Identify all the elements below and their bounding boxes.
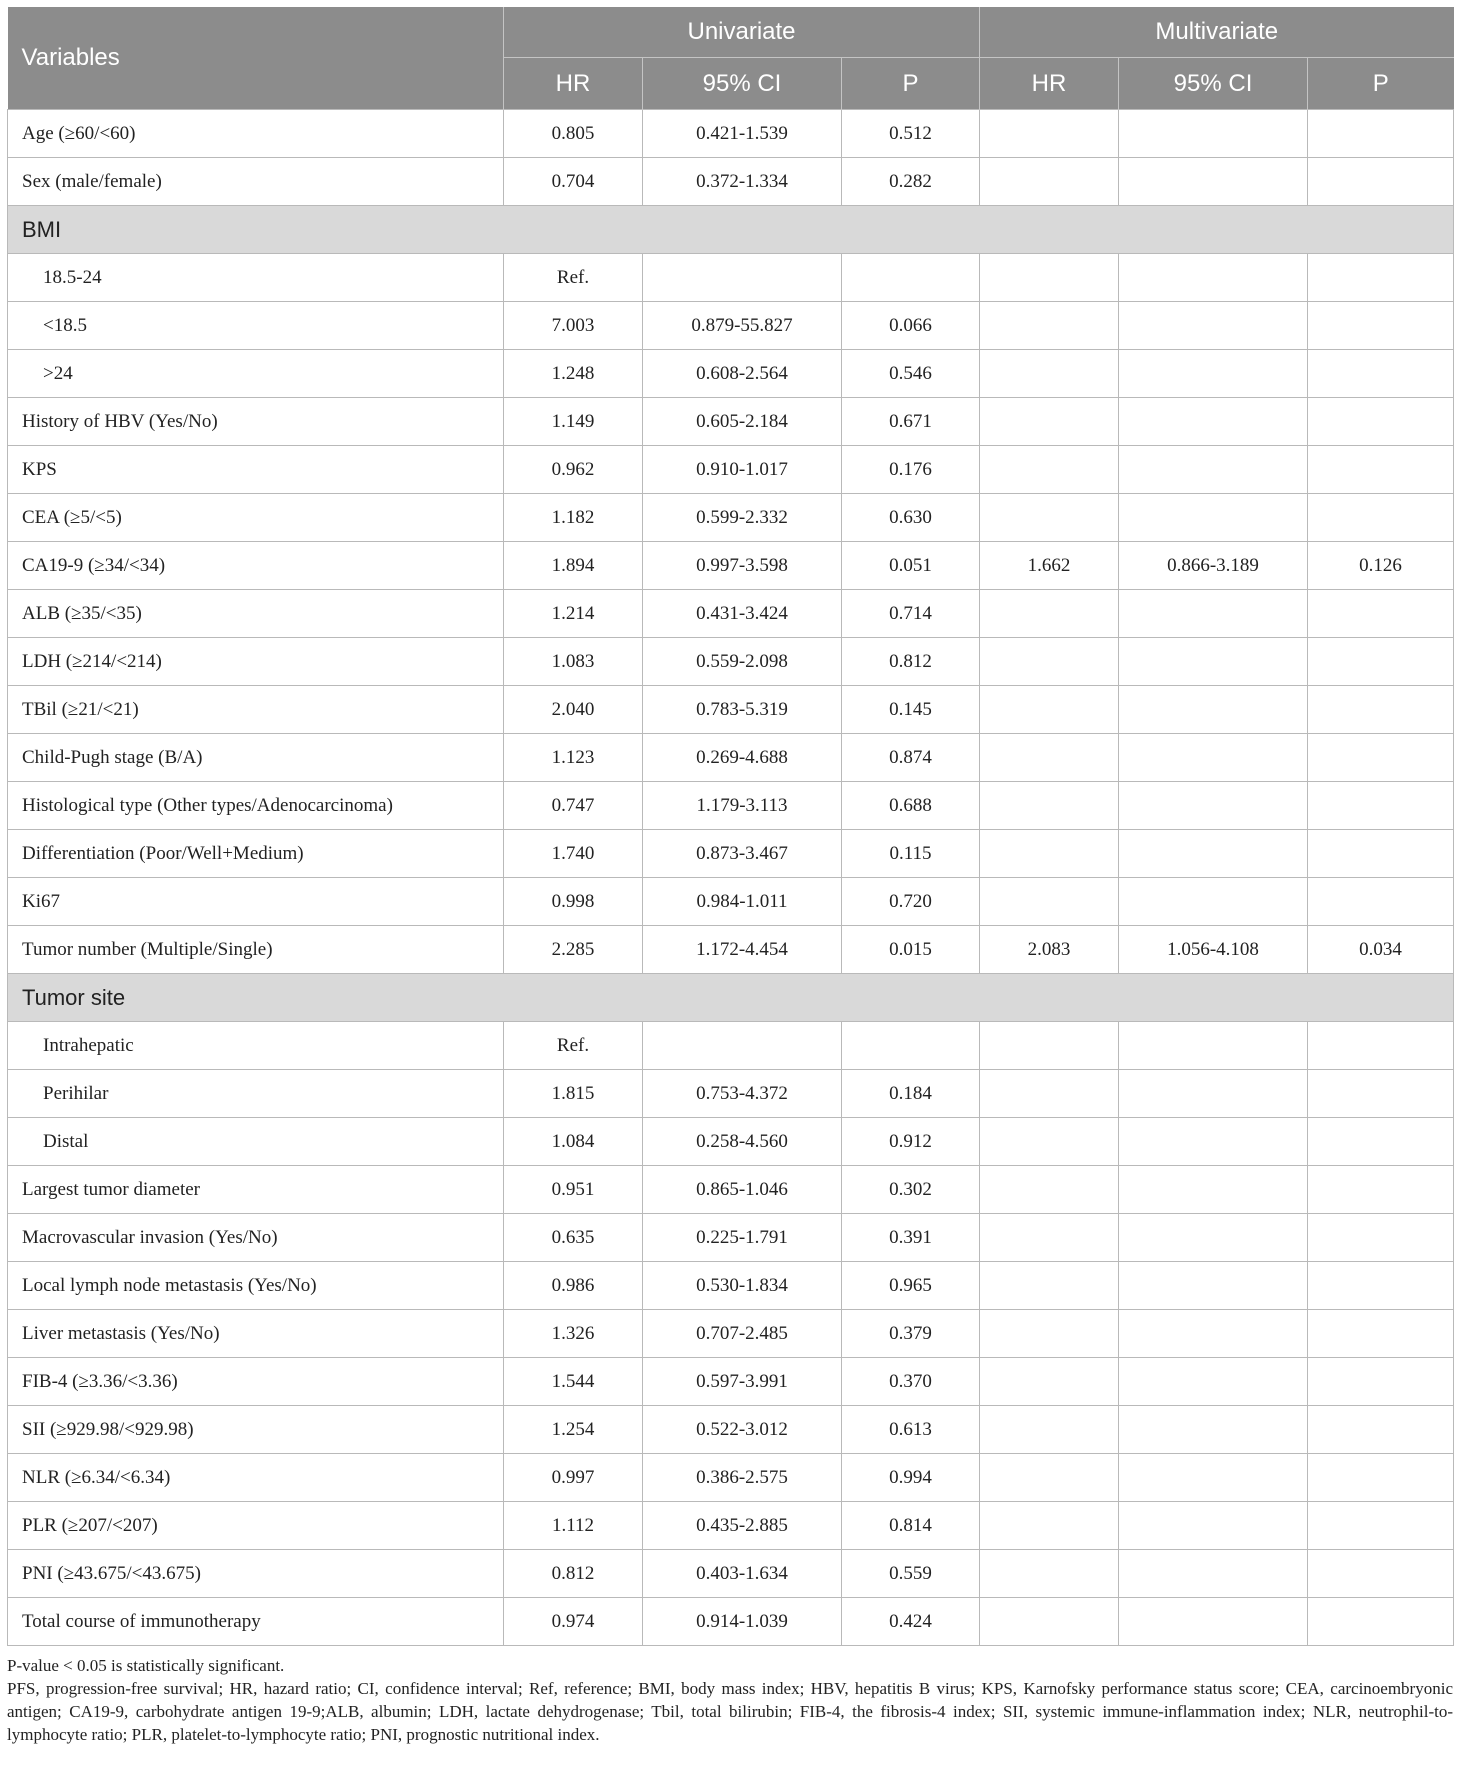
univariate-hr-cell: 1.815 xyxy=(504,1070,643,1118)
univariate-ci-cell: 0.997-3.598 xyxy=(643,542,842,590)
multivariate-ci-cell xyxy=(1119,734,1308,782)
multivariate-p-cell xyxy=(1308,350,1454,398)
multivariate-ci-cell xyxy=(1119,302,1308,350)
header-uni-p: P xyxy=(842,58,980,110)
multivariate-p-cell xyxy=(1308,1070,1454,1118)
multivariate-hr-cell xyxy=(980,254,1119,302)
univariate-p-cell: 0.051 xyxy=(842,542,980,590)
univariate-hr-cell: 2.285 xyxy=(504,926,643,974)
multivariate-ci-cell xyxy=(1119,446,1308,494)
univariate-p-cell: 0.282 xyxy=(842,158,980,206)
multivariate-hr-cell xyxy=(980,1550,1119,1598)
multivariate-p-cell xyxy=(1308,1022,1454,1070)
table-row xyxy=(8,158,1454,206)
univariate-p-cell: 0.546 xyxy=(842,350,980,398)
variable-label: Age (≥60/<60) xyxy=(8,110,504,158)
table-row xyxy=(8,878,1454,926)
multivariate-hr-cell xyxy=(980,158,1119,206)
multivariate-hr-cell xyxy=(980,110,1119,158)
table-row xyxy=(8,494,1454,542)
multivariate-hr-cell xyxy=(980,686,1119,734)
univariate-hr-cell: 1.544 xyxy=(504,1358,643,1406)
univariate-hr-cell: 1.083 xyxy=(504,638,643,686)
multivariate-hr-cell xyxy=(980,1022,1119,1070)
group-label: BMI xyxy=(8,206,1454,254)
multivariate-p-cell xyxy=(1308,878,1454,926)
univariate-ci-cell: 0.435-2.885 xyxy=(643,1502,842,1550)
univariate-ci-cell: 0.403-1.634 xyxy=(643,1550,842,1598)
univariate-hr-cell: 1.894 xyxy=(504,542,643,590)
multivariate-p-cell xyxy=(1308,638,1454,686)
multivariate-ci-cell xyxy=(1119,398,1308,446)
significance-note: P-value < 0.05 is statistically significant. xyxy=(7,1656,285,1675)
multivariate-p-cell xyxy=(1308,1166,1454,1214)
multivariate-ci-cell xyxy=(1119,494,1308,542)
univariate-ci-cell: 0.865-1.046 xyxy=(643,1166,842,1214)
univariate-p-cell: 0.512 xyxy=(842,110,980,158)
univariate-hr-cell: 1.214 xyxy=(504,590,643,638)
table-row xyxy=(8,1502,1454,1550)
univariate-ci-cell: 0.372-1.334 xyxy=(643,158,842,206)
multivariate-ci-cell: 1.056-4.108 xyxy=(1119,926,1308,974)
table-row xyxy=(8,1550,1454,1598)
multivariate-hr-cell xyxy=(980,494,1119,542)
variable-label: Total course of immunotherapy xyxy=(8,1598,504,1646)
multivariate-p-cell xyxy=(1308,590,1454,638)
variable-label: >24 xyxy=(8,350,504,398)
variable-label: Largest tumor diameter xyxy=(8,1166,504,1214)
univariate-p-cell: 0.630 xyxy=(842,494,980,542)
variable-label: Tumor number (Multiple/Single) xyxy=(8,926,504,974)
multivariate-p-cell xyxy=(1308,494,1454,542)
variable-label: History of HBV (Yes/No) xyxy=(8,398,504,446)
univariate-ci-cell xyxy=(643,254,842,302)
multivariate-hr-cell xyxy=(980,1454,1119,1502)
multivariate-p-cell xyxy=(1308,398,1454,446)
variable-label: NLR (≥6.34/<6.34) xyxy=(8,1454,504,1502)
univariate-p-cell: 0.874 xyxy=(842,734,980,782)
group-label: Tumor site xyxy=(8,974,1454,1022)
multivariate-ci-cell xyxy=(1119,1406,1308,1454)
univariate-ci-cell: 0.707-2.485 xyxy=(643,1310,842,1358)
univariate-ci-cell: 0.873-3.467 xyxy=(643,830,842,878)
table-row xyxy=(8,446,1454,494)
multivariate-ci-cell xyxy=(1119,1214,1308,1262)
univariate-p-cell: 0.066 xyxy=(842,302,980,350)
multivariate-p-cell xyxy=(1308,254,1454,302)
multivariate-hr-cell xyxy=(980,638,1119,686)
univariate-p-cell: 0.714 xyxy=(842,590,980,638)
univariate-hr-cell: 1.248 xyxy=(504,350,643,398)
univariate-ci-cell: 0.608-2.564 xyxy=(643,350,842,398)
multivariate-ci-cell xyxy=(1119,1262,1308,1310)
multivariate-p-cell xyxy=(1308,1358,1454,1406)
multivariate-ci-cell xyxy=(1119,254,1308,302)
multivariate-ci-cell xyxy=(1119,110,1308,158)
multivariate-ci-cell xyxy=(1119,1550,1308,1598)
univariate-hr-cell: 0.974 xyxy=(504,1598,643,1646)
multivariate-p-cell xyxy=(1308,446,1454,494)
multivariate-ci-cell xyxy=(1119,350,1308,398)
table-row xyxy=(8,1118,1454,1166)
variable-label: CA19-9 (≥34/<34) xyxy=(8,542,504,590)
univariate-ci-cell xyxy=(643,1022,842,1070)
univariate-p-cell xyxy=(842,1022,980,1070)
table-row xyxy=(8,350,1454,398)
table-row xyxy=(8,830,1454,878)
univariate-hr-cell: 1.740 xyxy=(504,830,643,878)
univariate-hr-cell: 1.326 xyxy=(504,1310,643,1358)
univariate-ci-cell: 0.431-3.424 xyxy=(643,590,842,638)
univariate-ci-cell: 0.597-3.991 xyxy=(643,1358,842,1406)
multivariate-hr-cell xyxy=(980,734,1119,782)
table-row xyxy=(8,1022,1454,1070)
univariate-hr-cell: 0.998 xyxy=(504,878,643,926)
multivariate-hr-cell xyxy=(980,1166,1119,1214)
multivariate-hr-cell xyxy=(980,590,1119,638)
multivariate-hr-cell xyxy=(980,1358,1119,1406)
univariate-ci-cell: 0.984-1.011 xyxy=(643,878,842,926)
univariate-hr-cell: 1.112 xyxy=(504,1502,643,1550)
univariate-p-cell: 0.145 xyxy=(842,686,980,734)
univariate-p-cell: 0.184 xyxy=(842,1070,980,1118)
univariate-hr-cell: 0.951 xyxy=(504,1166,643,1214)
variable-label: Local lymph node metastasis (Yes/No) xyxy=(8,1262,504,1310)
table-row xyxy=(8,1454,1454,1502)
univariate-p-cell: 0.671 xyxy=(842,398,980,446)
multivariate-p-cell xyxy=(1308,1454,1454,1502)
multivariate-ci-cell xyxy=(1119,1310,1308,1358)
multivariate-p-cell xyxy=(1308,686,1454,734)
header-multi-hr: HR xyxy=(980,58,1119,110)
table-row xyxy=(8,686,1454,734)
cox-regression-table-container xyxy=(7,7,1453,1746)
univariate-p-cell: 0.994 xyxy=(842,1454,980,1502)
univariate-ci-cell: 0.605-2.184 xyxy=(643,398,842,446)
variable-label: PLR (≥207/<207) xyxy=(8,1502,504,1550)
univariate-p-cell: 0.720 xyxy=(842,878,980,926)
multivariate-hr-cell xyxy=(980,1118,1119,1166)
multivariate-hr-cell xyxy=(980,1214,1119,1262)
multivariate-p-cell xyxy=(1308,1118,1454,1166)
univariate-p-cell: 0.688 xyxy=(842,782,980,830)
univariate-hr-cell: 2.040 xyxy=(504,686,643,734)
multivariate-hr-cell xyxy=(980,302,1119,350)
multivariate-hr-cell xyxy=(980,446,1119,494)
multivariate-hr-cell: 1.662 xyxy=(980,542,1119,590)
multivariate-hr-cell xyxy=(980,350,1119,398)
multivariate-ci-cell xyxy=(1119,1070,1308,1118)
univariate-ci-cell: 0.522-3.012 xyxy=(643,1406,842,1454)
table-row xyxy=(8,590,1454,638)
multivariate-ci-cell xyxy=(1119,686,1308,734)
variable-label: Child-Pugh stage (B/A) xyxy=(8,734,504,782)
table-row xyxy=(8,926,1454,974)
multivariate-hr-cell xyxy=(980,1262,1119,1310)
table-row xyxy=(8,1262,1454,1310)
multivariate-hr-cell xyxy=(980,782,1119,830)
multivariate-hr-cell xyxy=(980,1070,1119,1118)
multivariate-hr-cell xyxy=(980,1310,1119,1358)
multivariate-p-cell xyxy=(1308,110,1454,158)
variable-label: <18.5 xyxy=(8,302,504,350)
multivariate-ci-cell xyxy=(1119,158,1308,206)
univariate-p-cell xyxy=(842,254,980,302)
table-row xyxy=(8,302,1454,350)
table-row xyxy=(8,254,1454,302)
univariate-ci-cell: 0.530-1.834 xyxy=(643,1262,842,1310)
variable-label: Histological type (Other types/Adenocarcinoma) xyxy=(8,782,504,830)
header-uni-hr: HR xyxy=(504,58,643,110)
univariate-hr-cell: 0.812 xyxy=(504,1550,643,1598)
multivariate-ci-cell xyxy=(1119,830,1308,878)
table-row xyxy=(8,1070,1454,1118)
table-row xyxy=(8,1358,1454,1406)
multivariate-p-cell xyxy=(1308,1262,1454,1310)
multivariate-hr-cell xyxy=(980,1406,1119,1454)
univariate-hr-cell: 0.986 xyxy=(504,1262,643,1310)
multivariate-hr-cell xyxy=(980,398,1119,446)
multivariate-ci-cell xyxy=(1119,590,1308,638)
univariate-hr-cell: 0.997 xyxy=(504,1454,643,1502)
header-univariate: Univariate xyxy=(504,7,980,58)
univariate-hr-cell: 0.704 xyxy=(504,158,643,206)
variable-label: Differentiation (Poor/Well+Medium) xyxy=(8,830,504,878)
abbreviations-note: PFS, progression-free survival; HR, hazard ratio; CI, confidence interval; Ref, reference; BMI, body mass index; HBV, hepatitis B virus; KPS, Karnofsky performance status score; CEA, carcinoembryonic antigen; CA19-9, carbohydrate antigen 19-9;ALB, albumin; LDH, lactate dehydrogenase; Tbil, total bilirubin; FIB-4, the fibrosis-4 index; SII, systemic immune-inflammation index; NLR, neutrophil-to-lymphocyte ratio; PLR, platelet-to-lymphocyte ratio; PNI, prognostic nutritional index. xyxy=(7,1679,1453,1744)
multivariate-ci-cell xyxy=(1119,878,1308,926)
table-footnotes xyxy=(7,1654,1453,1746)
multivariate-ci-cell xyxy=(1119,1118,1308,1166)
variable-label: 18.5-24 xyxy=(8,254,504,302)
univariate-p-cell: 0.370 xyxy=(842,1358,980,1406)
univariate-hr-cell: 1.149 xyxy=(504,398,643,446)
univariate-p-cell: 0.176 xyxy=(842,446,980,494)
table-header xyxy=(8,7,1454,110)
multivariate-p-cell xyxy=(1308,782,1454,830)
univariate-p-cell: 0.559 xyxy=(842,1550,980,1598)
univariate-hr-cell: Ref. xyxy=(504,254,643,302)
univariate-hr-cell: 0.635 xyxy=(504,1214,643,1262)
multivariate-p-cell xyxy=(1308,1214,1454,1262)
univariate-p-cell: 0.015 xyxy=(842,926,980,974)
multivariate-ci-cell xyxy=(1119,1454,1308,1502)
multivariate-p-cell xyxy=(1308,1550,1454,1598)
variable-label: FIB-4 (≥3.36/<3.36) xyxy=(8,1358,504,1406)
header-uni-ci: 95% CI xyxy=(643,58,842,110)
univariate-hr-cell: 1.182 xyxy=(504,494,643,542)
variable-label: SII (≥929.98/<929.98) xyxy=(8,1406,504,1454)
univariate-hr-cell: 0.962 xyxy=(504,446,643,494)
univariate-p-cell: 0.965 xyxy=(842,1262,980,1310)
table-row xyxy=(8,1214,1454,1262)
table-row xyxy=(8,398,1454,446)
variable-label: Distal xyxy=(8,1118,504,1166)
multivariate-ci-cell xyxy=(1119,782,1308,830)
univariate-p-cell: 0.391 xyxy=(842,1214,980,1262)
multivariate-p-cell xyxy=(1308,1502,1454,1550)
table-row xyxy=(8,1166,1454,1214)
multivariate-p-cell: 0.126 xyxy=(1308,542,1454,590)
univariate-ci-cell: 1.172-4.454 xyxy=(643,926,842,974)
multivariate-p-cell: 0.034 xyxy=(1308,926,1454,974)
univariate-ci-cell: 0.421-1.539 xyxy=(643,110,842,158)
multivariate-p-cell xyxy=(1308,302,1454,350)
multivariate-hr-cell xyxy=(980,878,1119,926)
univariate-hr-cell: 1.084 xyxy=(504,1118,643,1166)
univariate-ci-cell: 0.879-55.827 xyxy=(643,302,842,350)
multivariate-hr-cell xyxy=(980,830,1119,878)
univariate-p-cell: 0.912 xyxy=(842,1118,980,1166)
multivariate-p-cell xyxy=(1308,1406,1454,1454)
multivariate-ci-cell xyxy=(1119,1598,1308,1646)
univariate-ci-cell: 0.753-4.372 xyxy=(643,1070,842,1118)
univariate-p-cell: 0.302 xyxy=(842,1166,980,1214)
multivariate-hr-cell xyxy=(980,1598,1119,1646)
multivariate-p-cell xyxy=(1308,734,1454,782)
univariate-hr-cell: 0.747 xyxy=(504,782,643,830)
header-multi-ci: 95% CI xyxy=(1119,58,1308,110)
table-row xyxy=(8,1598,1454,1646)
cox-regression-table xyxy=(7,7,1454,1646)
univariate-ci-cell: 0.910-1.017 xyxy=(643,446,842,494)
multivariate-ci-cell xyxy=(1119,1022,1308,1070)
univariate-p-cell: 0.814 xyxy=(842,1502,980,1550)
univariate-p-cell: 0.115 xyxy=(842,830,980,878)
table-body xyxy=(8,110,1454,1646)
univariate-ci-cell: 1.179-3.113 xyxy=(643,782,842,830)
univariate-ci-cell: 0.269-4.688 xyxy=(643,734,842,782)
univariate-ci-cell: 0.914-1.039 xyxy=(643,1598,842,1646)
variable-label: Sex (male/female) xyxy=(8,158,504,206)
univariate-hr-cell: Ref. xyxy=(504,1022,643,1070)
univariate-p-cell: 0.812 xyxy=(842,638,980,686)
multivariate-ci-cell xyxy=(1119,638,1308,686)
multivariate-p-cell xyxy=(1308,1598,1454,1646)
variable-label: CEA (≥5/<5) xyxy=(8,494,504,542)
table-row xyxy=(8,542,1454,590)
table-row xyxy=(8,1406,1454,1454)
univariate-ci-cell: 0.386-2.575 xyxy=(643,1454,842,1502)
table-row xyxy=(8,1310,1454,1358)
variable-label: Ki67 xyxy=(8,878,504,926)
multivariate-ci-cell xyxy=(1119,1166,1308,1214)
multivariate-ci-cell xyxy=(1119,1358,1308,1406)
variable-label: TBil (≥21/<21) xyxy=(8,686,504,734)
univariate-ci-cell: 0.599-2.332 xyxy=(643,494,842,542)
table-row xyxy=(8,110,1454,158)
multivariate-p-cell xyxy=(1308,1310,1454,1358)
multivariate-p-cell xyxy=(1308,158,1454,206)
header-multivariate: Multivariate xyxy=(980,7,1454,58)
univariate-ci-cell: 0.559-2.098 xyxy=(643,638,842,686)
table-row xyxy=(8,638,1454,686)
univariate-hr-cell: 0.805 xyxy=(504,110,643,158)
variable-label: Perihilar xyxy=(8,1070,504,1118)
multivariate-ci-cell: 0.866-3.189 xyxy=(1119,542,1308,590)
variable-label: Intrahepatic xyxy=(8,1022,504,1070)
group-row xyxy=(8,206,1454,254)
multivariate-hr-cell: 2.083 xyxy=(980,926,1119,974)
univariate-p-cell: 0.379 xyxy=(842,1310,980,1358)
univariate-ci-cell: 0.258-4.560 xyxy=(643,1118,842,1166)
variable-label: Macrovascular invasion (Yes/No) xyxy=(8,1214,504,1262)
multivariate-p-cell xyxy=(1308,830,1454,878)
variable-label: ALB (≥35/<35) xyxy=(8,590,504,638)
variable-label: Liver metastasis (Yes/No) xyxy=(8,1310,504,1358)
univariate-hr-cell: 7.003 xyxy=(504,302,643,350)
group-row xyxy=(8,974,1454,1022)
univariate-ci-cell: 0.783-5.319 xyxy=(643,686,842,734)
header-multi-p: P xyxy=(1308,58,1454,110)
multivariate-ci-cell xyxy=(1119,1502,1308,1550)
variable-label: KPS xyxy=(8,446,504,494)
multivariate-hr-cell xyxy=(980,1502,1119,1550)
univariate-p-cell: 0.613 xyxy=(842,1406,980,1454)
univariate-p-cell: 0.424 xyxy=(842,1598,980,1646)
variable-label: PNI (≥43.675/<43.675) xyxy=(8,1550,504,1598)
univariate-hr-cell: 1.254 xyxy=(504,1406,643,1454)
variable-label: LDH (≥214/<214) xyxy=(8,638,504,686)
table-row xyxy=(8,782,1454,830)
header-variables: Variables xyxy=(8,7,504,110)
univariate-ci-cell: 0.225-1.791 xyxy=(643,1214,842,1262)
table-row xyxy=(8,734,1454,782)
univariate-hr-cell: 1.123 xyxy=(504,734,643,782)
